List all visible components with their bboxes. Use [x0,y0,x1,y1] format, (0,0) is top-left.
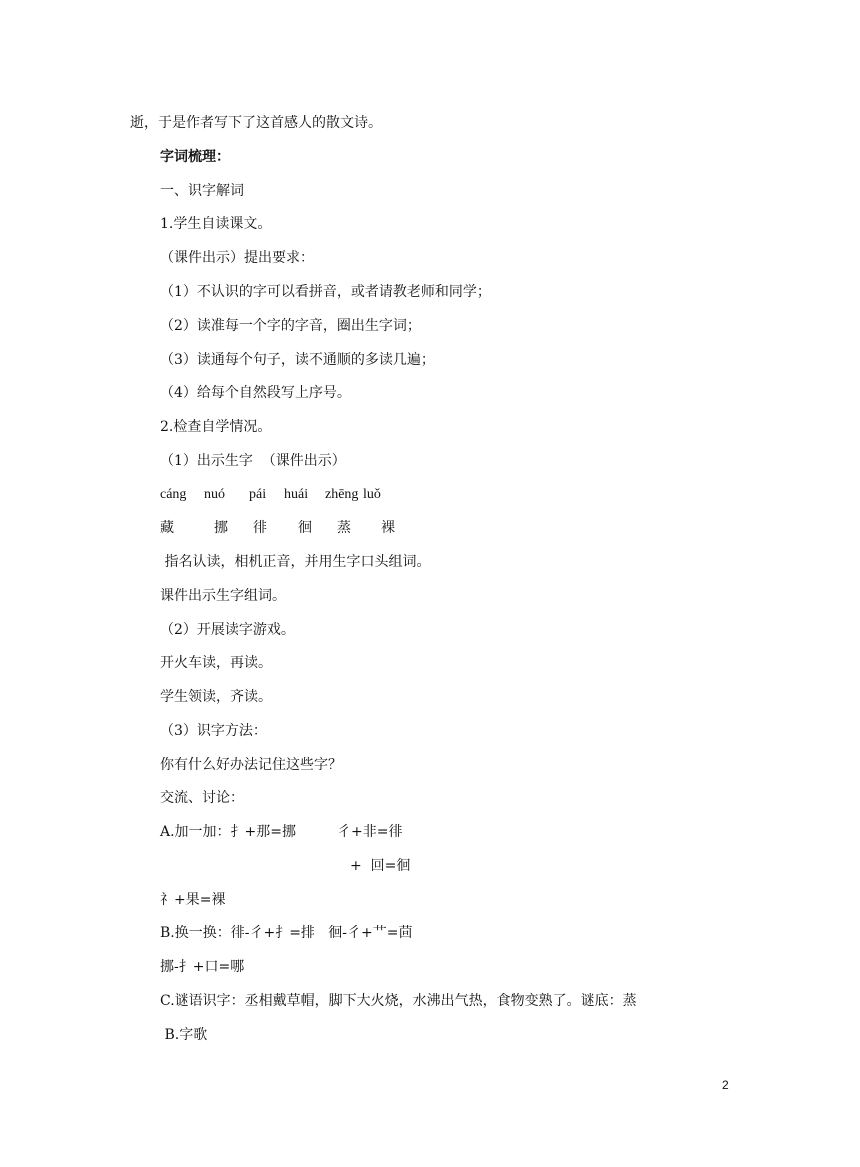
text-line: 逝，于是作者写下了这首感人的散文诗。 [130,115,382,131]
section-heading: 字词梳理： [160,149,230,165]
pinyin-word: pái [249,487,267,502]
pinyin-word: luǒ [363,487,381,502]
pinyin-word: huái [284,487,309,502]
text-line: + 回=徊 [350,858,411,874]
text-line: （4）给每个自然段写上序号。 [160,385,351,401]
text-line: 你有什么好办法记住这些字？ [160,757,342,773]
character: 徘 [253,520,267,536]
text-line: 1.学生自读课文。 [160,216,272,232]
text-line: 开火车读，再读。 [160,655,272,671]
text-line: （2）开展读字游戏。 [160,622,295,638]
text-line: （1）出示生字 （课件出示） [160,453,346,469]
text-line: B.换一换：徘-彳+扌=排 徊-彳+艹=茴 [160,925,413,941]
character: 裸 [381,520,395,536]
text-line: （3）识字方法： [160,723,267,739]
page-number: 2 [722,1078,729,1092]
text-line: （2）读准每一个字的字音，圈出生字词； [160,318,421,334]
text-line: B.字歌 [160,1027,208,1043]
text-line: 2.检查自学情况。 [160,419,272,435]
text-line: 学生领读，齐读。 [160,689,272,705]
character: 徊 [298,520,312,536]
text-line: 指名认读，相机正音，并用生字口头组词。 [160,554,431,570]
text-line: A.加一加：扌+那=挪 [160,824,297,840]
pinyin-word: nuó [204,487,225,502]
text-line: （1）不认识的字可以看拼音，或者请教老师和同学； [160,284,491,300]
character: 藏 [160,520,174,536]
pinyin-word: cáng [160,487,187,502]
text-line: （课件出示）提出要求： [160,250,314,266]
text-line: 彳+非=徘 [337,824,403,840]
text-line: 礻+果=裸 [160,892,226,908]
text-line: 挪-扌+口=哪 [160,959,245,975]
text-line: 一、识字解词 [160,183,244,199]
text-line: 交流、讨论： [160,790,244,806]
text-line: （3）读通每个句子，读不通顺的多读几遍； [160,352,435,368]
text-line: 课件出示生字组词。 [160,588,286,604]
character: 挪 [214,520,228,536]
pinyin-word: zhēng [325,487,359,502]
character: 蒸 [337,520,351,536]
text-line: C.谜语识字：丞相戴草帽，脚下大火烧，水沸出气热，食物变熟了。谜底：蒸 [160,993,637,1009]
